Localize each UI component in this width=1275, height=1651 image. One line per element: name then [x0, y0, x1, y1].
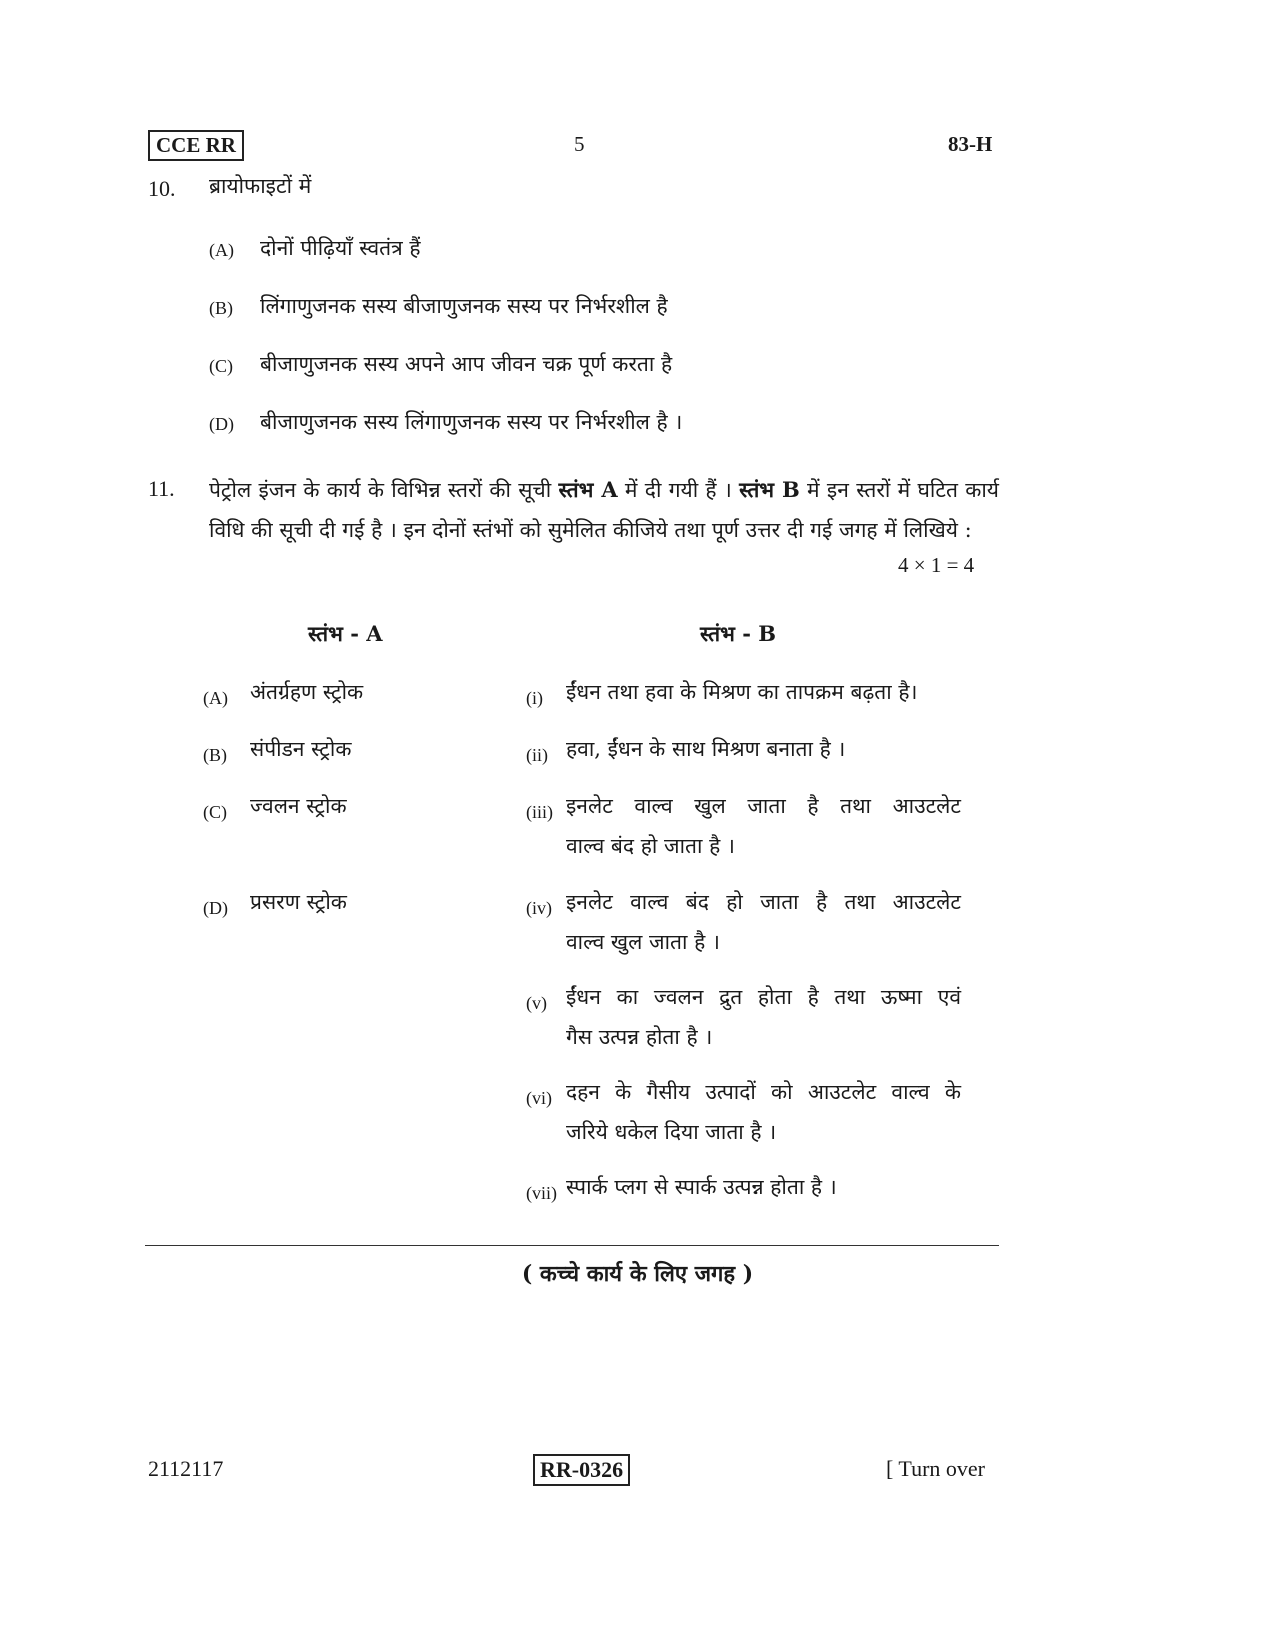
- q10-option-c-text: बीजाणुजनक सस्य अपने आप जीवन चक्र पूर्ण करता है: [260, 352, 673, 376]
- q11-instructions: [209, 470, 999, 550]
- column-a-item-a-label: (A): [203, 688, 228, 708]
- column-b-item-2-text: [566, 729, 961, 769]
- column-b-item-6-label: (vi): [526, 1088, 552, 1108]
- q10-number: 10.: [148, 176, 176, 201]
- column-a-item-c-label: (C): [203, 802, 227, 822]
- column-b-item-3-line2: वाल्व बंद हो जाता है ।: [566, 834, 735, 858]
- q11-text-part3: में इन स्तरों में घटित कार्य विधि की सूची दी गई है । इन दोनों स्तंभों को सुमेलित कीजिये तथा पूर्ण उत्तर दी गई जगह में लिखिये :: [209, 478, 999, 542]
- column-b-item-3-text: [566, 786, 961, 866]
- q11-number: 11.: [148, 476, 175, 501]
- q11-column-a-ref: स्तंभ A: [558, 477, 618, 502]
- column-b-item-7-line1: स्पार्क प्लग से स्पार्क उत्पन्न होता है ।: [566, 1175, 837, 1199]
- column-b-item-5-line2: गैस उत्पन्न होता है ।: [566, 1025, 713, 1049]
- column-b-item-6-text: [566, 1072, 961, 1152]
- q11-column-b-ref: स्तंभ B: [739, 477, 800, 502]
- column-b-item-2-line1: हवा, ईंधन के साथ मिश्रण बनाता है ।: [566, 737, 846, 761]
- column-b-item-4-line2: वाल्व खुल जाता है ।: [566, 930, 720, 954]
- column-b-item-2-label: (ii): [526, 745, 548, 765]
- page-number: 5: [574, 132, 585, 156]
- column-b-item-6-line1: दहन के गैसीय उत्पादों को आउटलेट वाल्व के: [566, 1080, 961, 1104]
- column-b-item-7-text: [566, 1167, 961, 1207]
- footer-center-code: RR-0326: [533, 1454, 630, 1486]
- header-left-code: CCE RR: [148, 130, 244, 161]
- q10-stem: ब्रायोफाइटों में: [209, 174, 312, 198]
- header-right-code: 83-H: [948, 132, 993, 156]
- column-b-item-1-line1: ईंधन तथा हवा के मिश्रण का तापक्रम बढ़ता है।: [566, 680, 918, 704]
- column-b-item-1-text: [566, 672, 961, 712]
- column-b-item-1-label: (i): [526, 688, 543, 708]
- column-b-item-7-label: (vii): [526, 1183, 557, 1203]
- column-a-title: स्तंभ - A: [308, 621, 383, 646]
- column-b-item-5-label: (v): [526, 993, 547, 1013]
- q10-option-d-text: बीजाणुजनक सस्य लिंगाणुजनक सस्य पर निर्भरशील है ।: [260, 410, 683, 434]
- q10-option-b-label: (B): [209, 298, 233, 318]
- footer-left-code: 2112117: [148, 1456, 224, 1481]
- column-b-item-3-line1: इनलेट वाल्व खुल जाता है तथा आउटलेट: [566, 794, 961, 818]
- column-b-title: स्तंभ - B: [700, 621, 776, 646]
- column-a-item-b-text: संपीडन स्ट्रोक: [250, 737, 352, 761]
- turn-over-text: [ Turn over: [886, 1456, 986, 1481]
- q11-text-part1: पेट्रोल इंजन के कार्य के विभिन्न स्तरों की सूची: [209, 478, 559, 502]
- q10-option-d-label: (D): [209, 414, 234, 434]
- column-b-item-6-line2: जरिये धकेल दिया जाता है ।: [566, 1120, 777, 1144]
- column-a-item-b-label: (B): [203, 745, 227, 765]
- column-a-item-d-label: (D): [203, 898, 228, 918]
- column-b-item-5-text: [566, 977, 961, 1057]
- q11-text-part2: में दी गयी हैं ।: [617, 478, 740, 502]
- q11-marks: 4 × 1 = 4: [898, 553, 975, 577]
- column-b-item-4-label: (iv): [526, 898, 552, 918]
- column-a-item-c-text: ज्वलन स्ट्रोक: [250, 794, 347, 818]
- column-b-item-5-line1: ईंधन का ज्वलन द्रुत होता है तथा ऊष्मा एवं: [566, 985, 961, 1009]
- q10-option-b-text: लिंगाणुजनक सस्य बीजाणुजनक सस्य पर निर्भरशील है: [260, 294, 668, 318]
- column-b-item-4-text: [566, 882, 961, 962]
- q10-option-a-text: दोनों पीढ़ियाँ स्वतंत्र हैं: [260, 236, 421, 260]
- column-b-item-4-line1: इनलेट वाल्व बंद हो जाता है तथा आउटलेट: [566, 890, 961, 914]
- column-a-item-d-text: प्रसरण स्ट्रोक: [250, 890, 347, 914]
- rough-work-divider: [145, 1245, 999, 1246]
- column-b-item-3-label: (iii): [526, 802, 553, 822]
- q10-option-c-label: (C): [209, 356, 233, 376]
- column-a-item-a-text: अंतर्ग्रहण स्ट्रोक: [250, 680, 364, 704]
- q10-option-a-label: (A): [209, 240, 234, 260]
- rough-work-label: ( कच्चे कार्य के लिए जगह ): [521, 1261, 754, 1287]
